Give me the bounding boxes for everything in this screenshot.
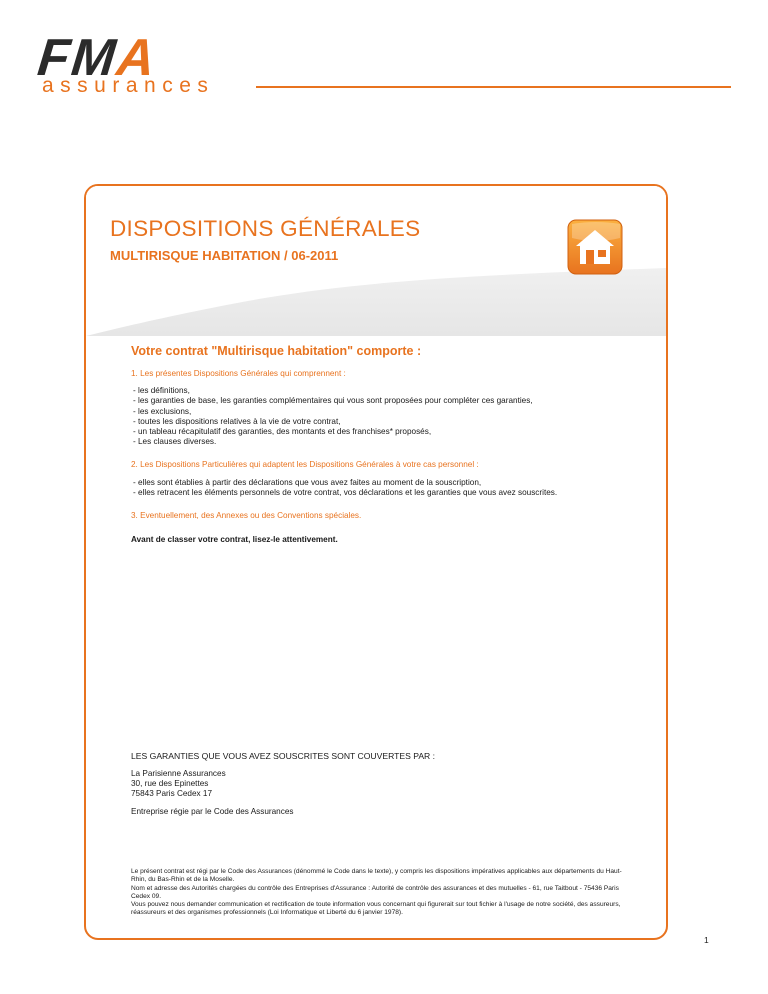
page-title: DISPOSITIONS GÉNÉRALES [110, 216, 421, 241]
section-1-list [133, 386, 641, 447]
legal-paragraph: Nom et adresse des Autorités chargées du contrôle des Entreprises d'Assurance : Autorité de contrôle des assurances et des mutuelles - 61, rue Taitbout - 75436 Paris Cedex 09. [131, 884, 619, 900]
fma-logo [34, 29, 248, 97]
list-item: - les garanties de base, les garanties complémentaires qui vous sont proposées pour compléter ces garanties, [133, 396, 533, 406]
contract-heading: Votre contrat "Multirisque habitation" comporte : [131, 344, 422, 358]
legal-notice [131, 868, 636, 918]
list-item: - un tableau récapitulatif des garanties, des montants et des franchises* proposés, [133, 427, 432, 437]
section-1-title: 1. Les présentes Dispositions Générales qui comprennent : [131, 369, 346, 378]
insurer-regime: Entreprise régie par le Code des Assurances [131, 807, 294, 816]
warning-text: Avant de classer votre contrat, lisez-le attentivement. [131, 535, 338, 545]
legal-paragraph: Le présent contrat est régi par le Code des Assurances (dénommé le Code dans le texte), y compris les dispositions impératives applicables aux départements du Haut-Rhin, du Bas-Rhin et de la Moselle. [131, 868, 622, 884]
section-2-list [133, 478, 641, 498]
header-rule [256, 86, 731, 88]
contract-contents [131, 344, 641, 545]
insurer-address [131, 769, 641, 799]
insurer-heading: LES GARANTIES QUE VOUS AVEZ SOUSCRITES SONT COUVERTES PAR : [131, 751, 436, 761]
list-item: - Les clauses diverses. [133, 437, 217, 447]
section-3-title: 3. Eventuellement, des Annexes ou des Conventions spéciales. [131, 511, 362, 521]
logo-wordmark: FMA [34, 29, 160, 87]
page-number: 1 [704, 935, 709, 945]
list-item: - elles sont établies à partir des déclarations que vous avez faites au moment de la souscription, [133, 477, 482, 487]
house-icon [566, 216, 626, 276]
list-item: - les définitions, [133, 386, 190, 396]
document-card [84, 184, 668, 940]
list-item: - toutes les dispositions relatives à la vie de votre contrat, [133, 416, 341, 426]
list-item: - les exclusions, [133, 406, 192, 416]
insurer-street: 30, rue des Epinettes [131, 779, 209, 788]
insurer-company: La Parisienne Assurances [131, 769, 226, 778]
insurer-city: 75843 Paris Cedex 17 [131, 789, 213, 798]
legal-paragraph: Vous pouvez nous demander communication et rectification de toute information vous concernant qui figurerait sur tout fichier à l'usage de notre société, des assureurs, réassureurs et des organismes professionnels (Loi Informatique et Liberté du 6 janvier 1978). [131, 901, 621, 917]
list-item: - elles retracent les éléments personnels de votre contrat, vos déclarations et les garanties que vous avez souscrites. [133, 487, 558, 497]
insurer-block [131, 751, 641, 825]
section-2-title: 2. Les Dispositions Particulières qui adaptent les Dispositions Générales à votre cas personnel : [131, 460, 479, 470]
page-subtitle: MULTIRISQUE HABITATION / 06-2011 [110, 248, 339, 263]
logo-subtitle: assurances [42, 74, 215, 97]
